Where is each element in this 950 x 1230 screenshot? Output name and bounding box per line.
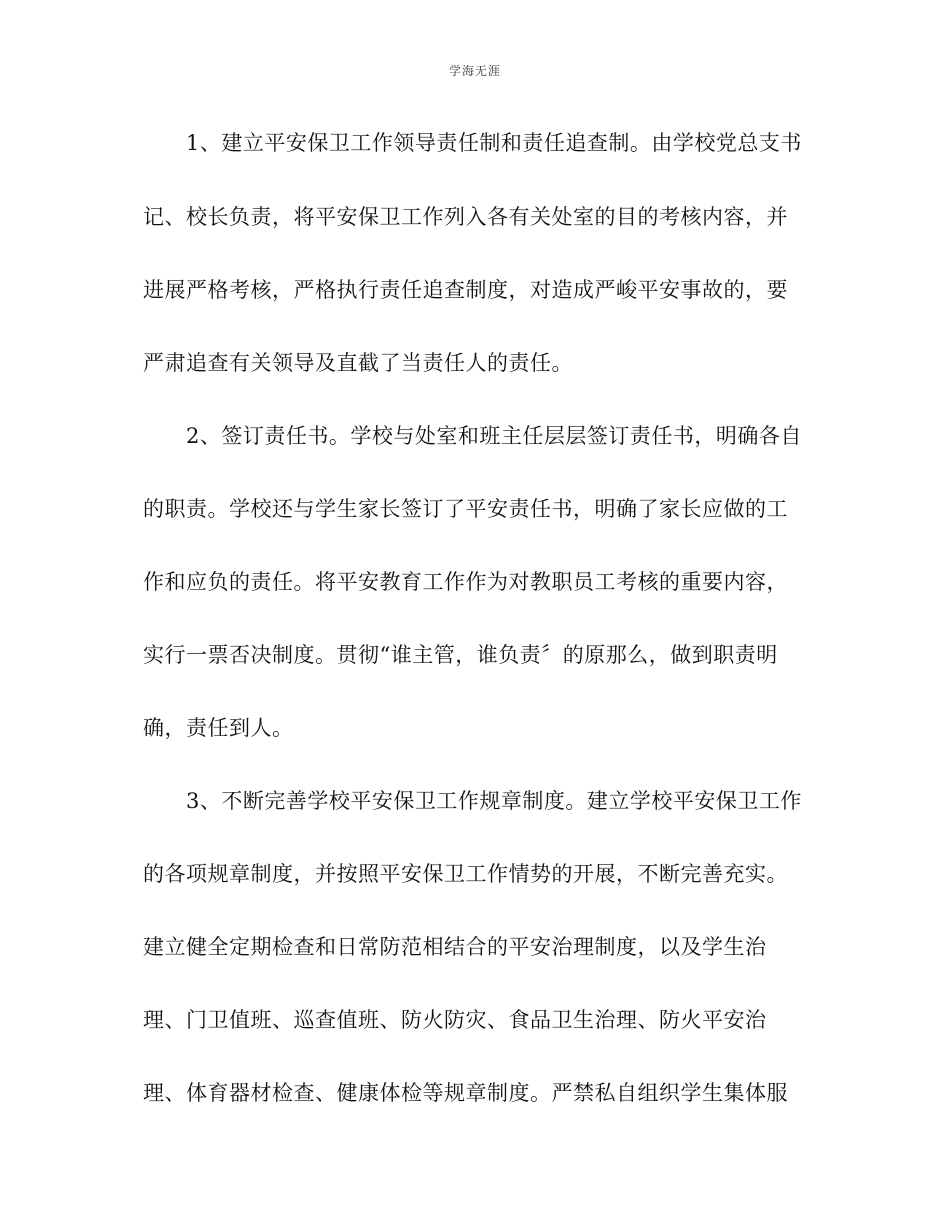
paragraph-2-line-5: 确，责任到人。 xyxy=(143,716,294,740)
page-header: 学海无涯 xyxy=(448,64,501,78)
paragraph-3-line-1: 3、不断完善学校平安保卫工作规章制度。建立学校平安保卫工作 xyxy=(186,789,802,813)
paragraph-1-line-2: 记、校长负责，将平安保卫工作列入各有关处室的目的考核内容，并 xyxy=(143,205,788,229)
paragraph-1-line-3: 进展严格考核，严格执行责任追查制度，对造成严峻平安事故的，要 xyxy=(143,278,788,302)
paragraph-3-line-2: 的各项规章制度，并按照平安保卫工作情势的开展，不断完善充实。 xyxy=(143,862,788,886)
paragraph-2-line-3: 作和应负的责任。将平安教育工作作为对教职员工考核的重要内容， xyxy=(143,570,788,594)
paragraph-2-line-4: 实行一票否决制度。贯彻“谁主管，谁负责〞的原那么，做到职责明 xyxy=(143,643,778,667)
paragraph-3-line-5: 理、体育器材检查、健康体检等规章制度。严禁私自组织学生集体服 xyxy=(143,1081,788,1105)
paragraph-3-line-4: 理、门卫值班、巡查值班、防火防灾、食品卫生治理、防火平安治 xyxy=(143,1008,767,1032)
paragraph-2-line-1: 2、签订责任书。学校与处室和班主任层层签订责任书，明确各自 xyxy=(186,424,802,448)
paragraph-3-line-3: 建立健全定期检查和日常防范相结合的平安治理制度，以及学生治 xyxy=(143,935,767,959)
paragraph-1-line-4: 严肃追查有关领导及直截了当责任人的责任。 xyxy=(143,351,573,375)
paragraph-1-line-1: 1、建立平安保卫工作领导责任制和责任追查制。由学校党总支书 xyxy=(186,131,802,155)
paragraph-2-line-2: 的职责。学校还与学生家长签订了平安责任书，明确了家长应做的工 xyxy=(143,497,788,521)
